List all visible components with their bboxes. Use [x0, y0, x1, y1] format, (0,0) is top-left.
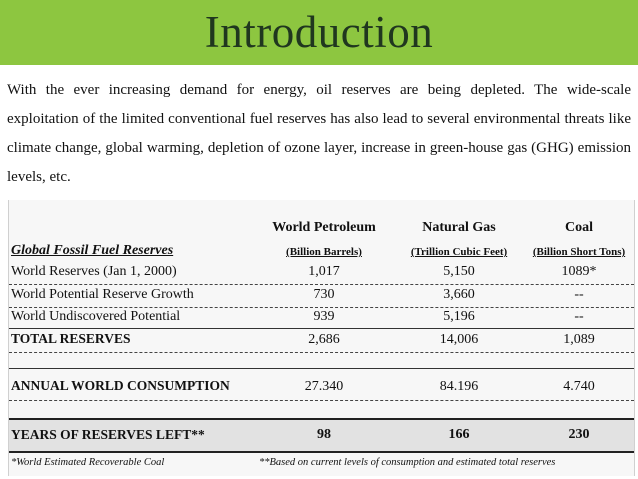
slide-title: Introduction: [204, 7, 434, 57]
table-cell: 5,196: [443, 309, 475, 324]
table-cell: 2,686: [308, 332, 340, 347]
row-label: World Reserves (Jan 1, 2000): [11, 264, 177, 279]
consumption-label: ANNUAL WORLD CONSUMPTION: [11, 378, 230, 393]
footnote-reserves: **Based on current levels of consumption and estimated total reserves: [259, 457, 556, 468]
total-label: TOTAL RESERVES: [11, 331, 131, 346]
table-cell: 14,006: [439, 332, 479, 347]
column-header-petroleum: World Petroleum: [272, 220, 376, 235]
table-cell: --: [574, 309, 584, 324]
table-cell: 98: [317, 427, 331, 442]
table-cell: 5,150: [443, 264, 475, 279]
row-divider: [9, 451, 634, 453]
row-divider: [9, 368, 634, 369]
column-unit-coal: (Billion Short Tons): [532, 246, 626, 258]
row-divider: [9, 418, 634, 420]
table-cell: 939: [313, 309, 335, 324]
column-unit-natural-gas: (Trillion Cubic Feet): [410, 246, 508, 258]
table-cell: 1,089: [563, 332, 595, 347]
row-divider: [9, 307, 634, 308]
table-cell: 1089*: [561, 264, 597, 279]
column-unit-petroleum: (Billion Barrels): [286, 246, 362, 258]
row-divider: [9, 400, 634, 401]
column-header-natural-gas: Natural Gas: [422, 220, 496, 235]
table-cell: 230: [568, 427, 590, 442]
table-cell: 730: [313, 287, 335, 302]
row-divider: [9, 352, 634, 353]
table-cell: --: [574, 287, 584, 302]
table-cell: 1,017: [308, 264, 340, 279]
row-label: World Undiscovered Potential: [11, 309, 181, 324]
table-cell: 84.196: [439, 379, 479, 394]
table-cell: 27.340: [304, 379, 344, 394]
years-left-label: YEARS OF RESERVES LEFT**: [11, 427, 205, 442]
column-header-coal: Coal: [565, 220, 593, 235]
table-cell: 4.740: [563, 379, 595, 394]
fossil-fuel-reserves-table: [8, 200, 635, 476]
footnote-coal: *World Estimated Recoverable Coal: [11, 457, 165, 468]
intro-paragraph: With the ever increasing demand for energy, oil reserves are being depleted. The wide-scale exploitation of the limited conventional fuel reserves has also lead to several environmental threats like climate change, global warming, depletion of ozone layer, increase in green-house gas (GHG) emission levels, etc.: [7, 82, 631, 185]
row-label: World Potential Reserve Growth: [11, 287, 194, 302]
row-divider: [9, 328, 634, 329]
table-title: Global Fossil Fuel Reserves: [11, 243, 174, 258]
row-divider: [9, 284, 634, 285]
table-cell: 3,660: [443, 287, 475, 302]
table-cell: 166: [448, 427, 470, 442]
